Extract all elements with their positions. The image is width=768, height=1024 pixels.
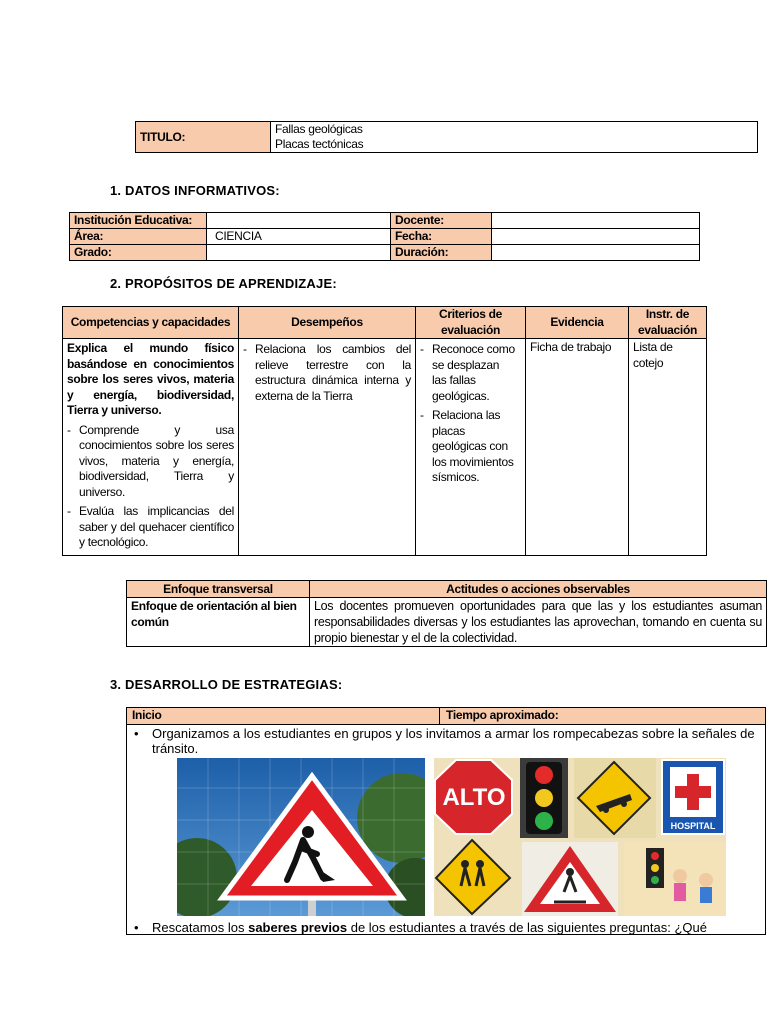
bullet-dot: • (134, 726, 139, 741)
desempenos-list (243, 342, 411, 404)
header-criterios: Criterios de evaluación (416, 307, 526, 339)
duracion-value (492, 245, 700, 261)
grado-value (207, 245, 391, 261)
header-evidencia: Evidencia (526, 307, 629, 339)
header-competencias: Competencias y capacidades (63, 307, 239, 339)
enfoque-header-left: Enfoque transversal (127, 581, 310, 598)
capacidad-item: - Comprende y usa conocimientos sobre los seres vivos, materia y energía, biodiversidad, Tierra y universo. (67, 423, 234, 501)
fecha-label: Fecha: (391, 229, 492, 245)
children-traffic-light-icon (624, 842, 726, 916)
road-work-sign-image (177, 758, 425, 916)
capacidad-item: - Evalúa las implicancias del saber y del quehacer científico y tecnológico. (67, 504, 234, 551)
bullet-2-bold: saberes previos (248, 920, 348, 935)
duracion-label: Duración: (391, 245, 492, 261)
hospital-sign-icon (662, 760, 724, 834)
datos-table (69, 212, 700, 261)
traffic-light-icon (520, 758, 568, 838)
bullet-1-text: Organizamos a los estudiantes en grupos y los invitamos a armar los rompecabezas sobre la señales de tránsito. (152, 726, 755, 756)
desempeno-item: - Relaciona los cambios del relieve terrestre con la estructura dinámica interna y externa de la Tierra (243, 342, 411, 404)
enfoque-table (126, 580, 767, 647)
area-label: Área: (70, 229, 207, 245)
section-heading-1: 1. DATOS INFORMATIVOS: (110, 183, 280, 198)
area-value: CIENCIA (207, 229, 391, 245)
docente-label: Docente: (391, 213, 492, 229)
slippery-road-sign-icon (574, 758, 656, 838)
traffic-signs-collage-image (434, 758, 726, 916)
estrategias-box (126, 707, 766, 935)
estrategias-header (127, 708, 765, 725)
competencias-cell (63, 339, 239, 556)
institucion-label: Institución Educativa: (70, 213, 207, 229)
title-table (135, 121, 758, 153)
bullet-1 (127, 726, 765, 756)
section-heading-3: 3. DESARROLLO DE ESTRATEGIAS: (110, 677, 343, 692)
instrumento-cell: Lista de cotejo (629, 339, 707, 556)
desempenos-cell (239, 339, 416, 556)
criterios-cell (416, 339, 526, 556)
competencia-text: Explica el mundo físico basándose en conocimientos sobre los seres vivos, materia y energía, biodiversidad, Tierra y universo. (67, 341, 234, 417)
section-heading-2: 2. PROPÓSITOS DE APRENDIZAJE: (110, 276, 337, 291)
docente-value (492, 213, 700, 229)
title-label: TITULO: (136, 122, 271, 153)
enfoque-header-right: Actitudes o acciones observables (310, 581, 767, 598)
criterios-list (420, 342, 521, 486)
propositos-table (62, 306, 707, 556)
hospital-sign-text: HOSPITAL (670, 821, 716, 831)
title-line-1: Fallas geológicas (275, 122, 363, 136)
stop-sign-text: ALTO (442, 784, 506, 811)
bullet-2-pre: Rescatamos los (152, 920, 249, 935)
fecha-value (492, 229, 700, 245)
title-line-2: Placas tectónicas (275, 137, 364, 151)
tiempo-label: Tiempo aproximado: (440, 708, 765, 724)
grado-label: Grado: (70, 245, 207, 261)
header-desempenos: Desempeños (239, 307, 416, 339)
criterio-item: - Reconoce como se desplazan las fallas geológicas. (420, 342, 515, 404)
pedestrian-crossing-sign-icon (522, 842, 618, 916)
inicio-label: Inicio (127, 708, 440, 724)
header-instrumento: Instr. de evaluación (629, 307, 707, 339)
bullet-2-post: de los estudiantes a través de las siguientes preguntas: ¿Qué (347, 920, 707, 935)
criterio-item: - Relaciona las placas geológicas con los movimientos sísmicos. (420, 408, 515, 486)
title-value (271, 122, 758, 153)
bullet-dot: • (134, 920, 139, 935)
evidencia-cell: Ficha de trabajo (526, 339, 629, 556)
enfoque-description: Los docentes promueven oportunidades para que las y los estudiantes asuman responsabilidades diversas y los estudiantes las aprovechan, tomando en cuenta su propio bienestar y el de la colectividad. (310, 598, 767, 647)
institucion-value (207, 213, 391, 229)
bullet-2 (127, 920, 707, 935)
stop-sign-icon (435, 760, 512, 834)
enfoque-name: Enfoque de orientación al bien común (127, 598, 310, 647)
capacidades-list (67, 423, 234, 551)
